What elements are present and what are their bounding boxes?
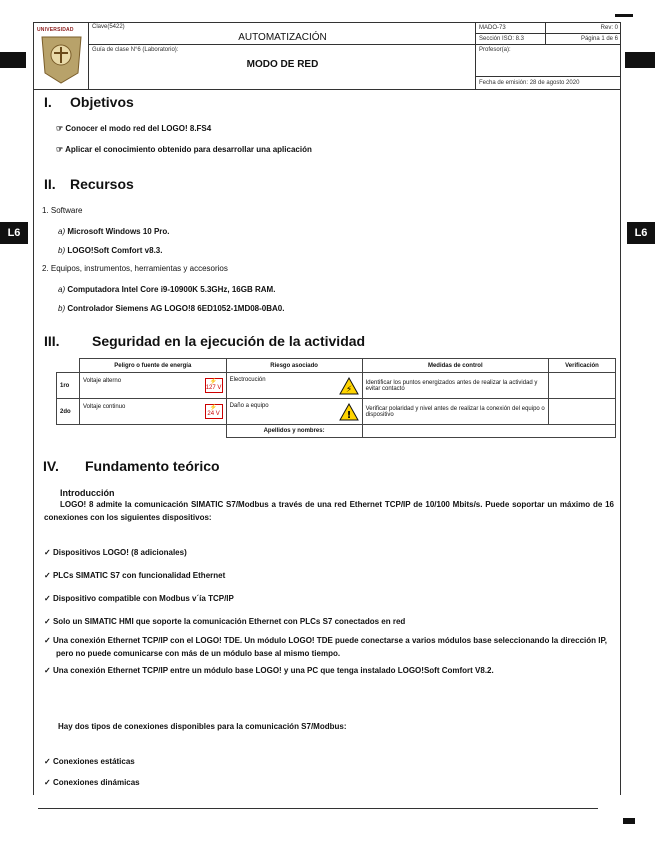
item-text: Computadora Intel Core i9-10900K 5.3GHz, 16GB RAM.	[67, 285, 276, 294]
peligro-text: Voltaje continuo	[83, 404, 126, 410]
section-title: Objetivos	[70, 94, 134, 110]
voltage-label: 127 V	[205, 385, 222, 391]
list-item-text: Conexiones dinámicas	[52, 778, 140, 787]
svg-text:⚡: ⚡	[345, 384, 352, 395]
voltage-label: 24 V	[207, 411, 220, 417]
check-icon: ✓	[44, 548, 53, 557]
list-item-text: Dispositivo compatible con Modbus v´ía TCP/IP	[52, 594, 234, 603]
equipos-title: 2. Equipos, instrumentos, herramientas y accesorios	[42, 264, 228, 273]
section-number: I.	[44, 94, 52, 110]
issue-date: Fecha de emisión: 28 de agosto 2020	[479, 80, 580, 86]
teacher-label: Profesor(a):	[479, 47, 511, 53]
check-icon: ✓	[44, 571, 53, 580]
table-header-row	[57, 359, 616, 373]
side-tab-right: L6	[627, 222, 655, 244]
voltage-hazard-icon: ⚡ 24 V	[205, 404, 223, 419]
list-item-text: PLCs SIMATIC S7 con funcionalidad Ethernet	[52, 571, 226, 580]
subject-title: AUTOMATIZACIÓN	[238, 32, 327, 43]
code-cell	[476, 23, 546, 34]
list-item	[44, 594, 234, 603]
side-tab-left: L6	[0, 222, 28, 244]
list-item-text: Conexiones estáticas	[52, 757, 135, 766]
item-text: LOGO!Soft Comfort v8.3.	[67, 246, 163, 255]
document-header	[33, 22, 621, 90]
check-icon: ✓	[44, 757, 53, 766]
verificacion-cell	[548, 373, 615, 399]
header-riesgo: Riesgo asociado	[226, 359, 362, 373]
objective-item	[56, 124, 211, 133]
corner-mark	[625, 52, 655, 68]
header-peligro: Peligro o fuente de energía	[80, 359, 227, 373]
objective-item	[56, 145, 312, 154]
check-icon: ✓	[44, 617, 53, 626]
software-item	[58, 227, 170, 236]
intro-paragraph: LOGO! 8 admite la comunicación SIMATIC S7/Modbus a través de una red Ethernet TCP/IP de 10/100 Mbits/s. Puede soportar un máximo de 16 conexiones con los siguientes dispositivos:	[44, 500, 614, 522]
spacer-cell	[57, 425, 80, 438]
date-cell	[476, 77, 621, 89]
iso-section: Sección ISO: 8.3	[479, 36, 525, 42]
topic-title: MODO DE RED	[246, 59, 319, 70]
clave: Clave(5422)	[92, 24, 125, 30]
header-verificacion: Verificación	[548, 359, 615, 373]
check-icon: ✓	[44, 666, 53, 675]
list-item	[44, 617, 405, 626]
peligro-text: Voltaje alterno	[83, 378, 122, 384]
section-number: II.	[44, 176, 56, 192]
section-cell	[476, 34, 546, 45]
row-number: 2do	[57, 399, 80, 425]
medida-cell: Identificar los puntos energizados antes de realizar la actividad y evitar contacto	[362, 373, 548, 399]
types-intro: Hay dos tipos de conexiones disponibles para la comunicación S7/Modbus:	[58, 722, 347, 731]
item-letter: b)	[58, 304, 66, 313]
verificacion-cell	[548, 399, 615, 425]
corner-mark	[623, 818, 635, 824]
corner-mark	[615, 14, 633, 17]
riesgo-cell	[226, 399, 362, 425]
riesgo-text: Daño a equipo	[229, 402, 269, 409]
section-title: Recursos	[70, 176, 134, 192]
corner-mark	[0, 52, 26, 68]
software-item	[58, 246, 162, 255]
item-letter: b)	[58, 246, 66, 255]
peligro-cell	[80, 373, 227, 399]
page-cell	[546, 34, 621, 45]
pointing-hand-icon: ☞	[56, 124, 66, 133]
equipo-item	[58, 304, 284, 313]
list-item	[44, 634, 614, 660]
apellidos-label: Apellidos y nombres:	[226, 425, 362, 438]
table-row	[57, 373, 616, 399]
section-number: III.	[44, 333, 60, 349]
corner-mark	[38, 808, 598, 809]
table-row	[57, 399, 616, 425]
objective-text: Conocer el modo red del LOGO! 8.FS4	[65, 124, 212, 133]
teacher-cell	[476, 45, 621, 77]
section-title: Seguridad en la ejecución de la actividad	[92, 333, 366, 349]
list-item	[44, 571, 225, 580]
table-footer-row	[57, 425, 616, 438]
header-medidas: Medidas de control	[362, 359, 548, 373]
rev: Rev: 0	[600, 25, 618, 31]
list-item-text: Dispositivos LOGO! (8 adicionales)	[52, 548, 187, 557]
doc-code: MADO-73	[479, 25, 506, 31]
list-item	[44, 664, 614, 677]
item-letter: a)	[58, 285, 66, 294]
list-item	[44, 778, 140, 787]
section-seguridad-heading	[44, 333, 365, 349]
intro-title: Introducción	[60, 488, 115, 498]
check-icon: ✓	[44, 594, 53, 603]
guide-label: Guía de clase N°6 (Laboratorio):	[92, 47, 179, 53]
university-logo	[34, 23, 89, 89]
check-icon: ✓	[44, 778, 53, 787]
section-objetivos-heading	[44, 94, 134, 110]
section-recursos-heading	[44, 176, 134, 192]
medida-cell: Verificar polaridad y nivel antes de realizar la conexión del equipo o dispositivo	[362, 399, 548, 425]
item-letter: a)	[58, 227, 66, 236]
item-text: Microsoft Windows 10 Pro.	[67, 227, 170, 236]
spacer-cell	[80, 425, 227, 438]
list-item	[44, 757, 135, 766]
subject-cell	[89, 23, 476, 45]
rev-cell	[546, 23, 621, 34]
page-number: Página 1 de 6	[580, 36, 618, 42]
item-text: Controlador Siemens AG LOGO!8 6ED1052-1MD08-0BA0.	[67, 304, 285, 313]
equipo-item	[58, 285, 275, 294]
list-item-text: Una conexión Ethernet TCP/IP entre un módulo base LOGO! y una PC que tenga instalado LOGO!Soft Comfort V8.2.	[52, 666, 494, 675]
list-item	[44, 548, 187, 557]
software-title: 1. Software	[42, 206, 83, 215]
check-icon: ✓	[44, 636, 53, 645]
svg-text:!: !	[346, 409, 351, 421]
list-item-text: Una conexión Ethernet TCP/IP con el LOGO! TDE. Un módulo LOGO! TDE puede conectarse a varios módulos base seleccionando la dirección IP, pero no puede comunicarse con más de un módulo base al mismo tiempo.	[52, 636, 607, 658]
voltage-hazard-icon: ⚡ 127 V	[205, 379, 222, 391]
objective-text: Aplicar el conocimiento obtenido para desarrollar una aplicación	[65, 145, 312, 154]
university-name: UNIVERSIDAD	[37, 27, 74, 33]
apellidos-field	[362, 425, 615, 438]
warning-icon	[339, 377, 359, 395]
riesgo-cell	[226, 373, 362, 399]
warning-icon	[339, 403, 359, 421]
row-number: 1ro	[57, 373, 80, 399]
section-number: IV.	[43, 458, 59, 474]
document-body	[33, 90, 621, 795]
section-title: Fundamento teórico	[85, 458, 220, 474]
list-item-text: Solo un SIMATIC HMI que soporte la comunicación Ethernet con PLCs S7 conectados en red	[52, 617, 406, 626]
pointing-hand-icon: ☞	[56, 145, 66, 154]
safety-table	[56, 358, 616, 438]
topic-cell	[89, 45, 476, 89]
peligro-cell	[80, 399, 227, 425]
table-corner	[57, 359, 80, 373]
section-fundamento-heading	[43, 458, 220, 474]
riesgo-text: Electrocución	[229, 376, 266, 383]
